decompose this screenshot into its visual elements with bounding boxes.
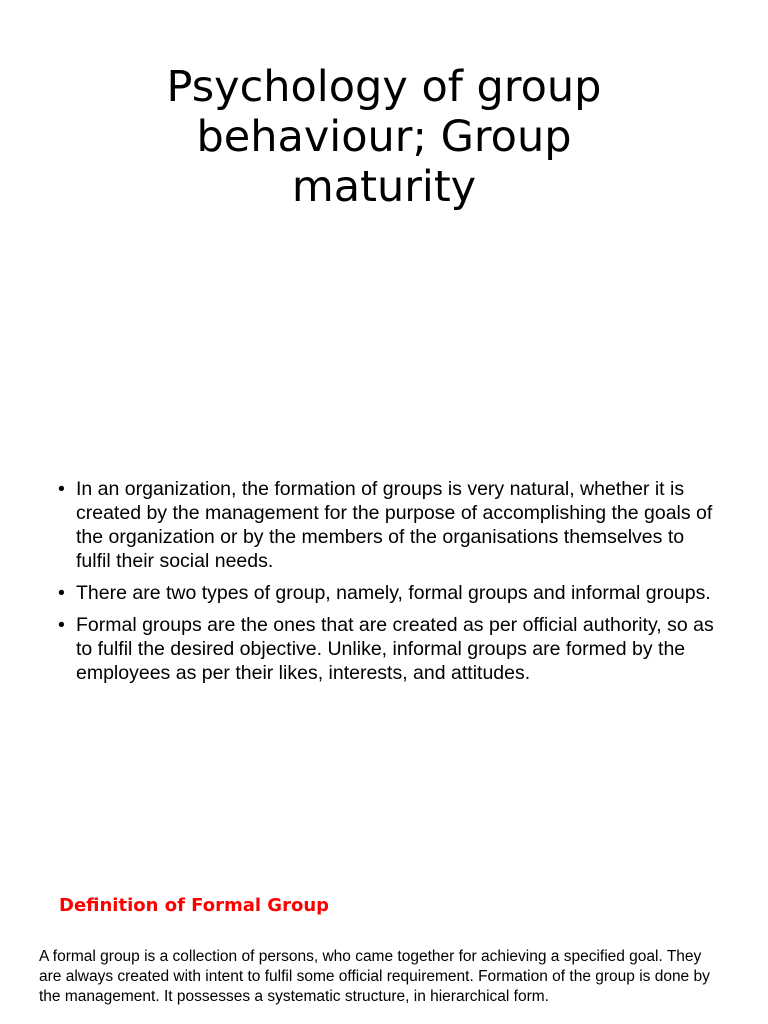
bullet-list <box>56 477 716 693</box>
section-paragraph: A formal group is a collection of persons, who came together for achieving a specified goal. They are always created with intent to fulfil some official requirement. Formation of the group is done by the management. It possesses a systematic structure, in hierarchical form. <box>39 948 710 1005</box>
bullet-marker: • <box>58 614 65 636</box>
bullet-marker: • <box>58 478 65 500</box>
slide-title <box>84 62 684 212</box>
bullet-item <box>56 581 716 605</box>
bullet-text: In an organization, the formation of groups is very natural, whether it is created by the management for the purpose of accomplishing the goals of the organization or by the members of the organisations themselves to fulfil their social needs. <box>76 478 713 572</box>
bullet-item <box>56 477 716 573</box>
title-line-1: Psychology of group <box>166 62 602 112</box>
bullet-item <box>56 613 716 685</box>
title-line-2: behaviour; Group <box>196 112 572 162</box>
bullet-marker: • <box>58 582 65 604</box>
bullet-text: There are two types of group, namely, formal groups and informal groups. <box>76 582 711 604</box>
bullet-text: Formal groups are the ones that are created as per official authority, so as to fulfil the desired objective. Unlike, informal groups are formed by the employees as per their likes, interests, and attitudes. <box>76 614 714 684</box>
title-line-3: maturity <box>291 162 477 212</box>
section-heading: Definition of Formal Group <box>59 895 330 916</box>
